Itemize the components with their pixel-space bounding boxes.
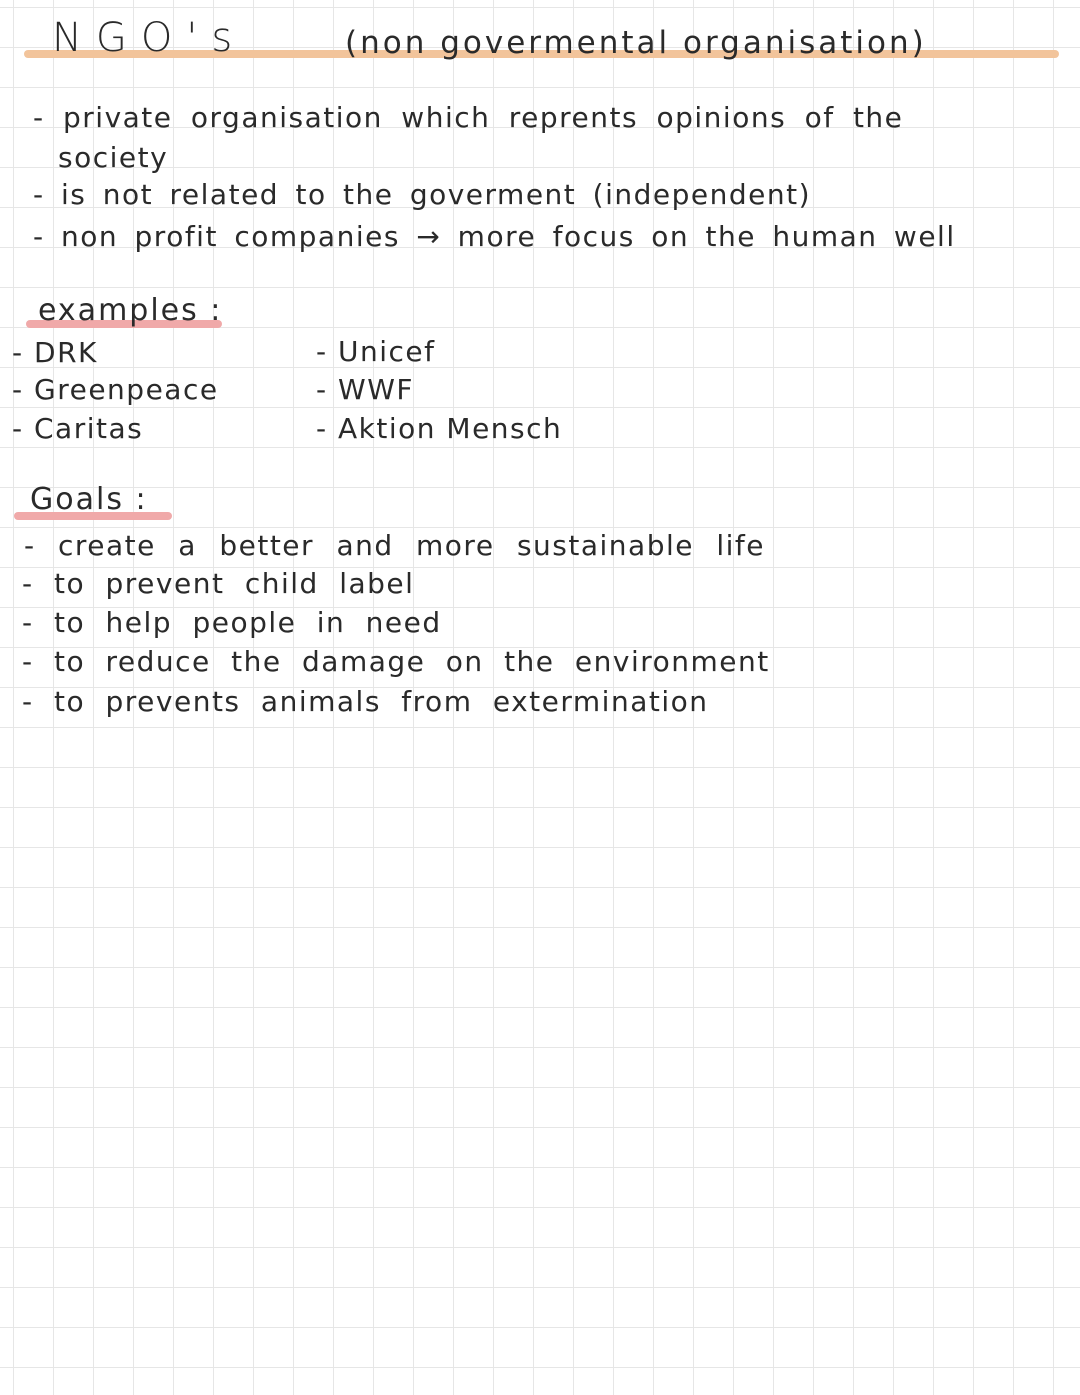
example-left-3: - Caritas (12, 412, 144, 445)
goal-item-4: - to reduce the damage on the environment (22, 645, 770, 678)
goal-item-1: - create a better and more sustainable life (24, 529, 766, 562)
definition-line-1: - private organisation which reprents opinions of the (33, 101, 904, 134)
example-right-3: - Aktion Mensch (316, 412, 563, 445)
goal-item-3: - to help people in need (22, 606, 442, 639)
examples-heading: examples : (38, 293, 223, 328)
page-title: NGO's (52, 15, 247, 61)
example-left-1: - DRK (12, 336, 98, 369)
example-right-2: - WWF (316, 373, 414, 406)
definition-line-2: society (58, 141, 169, 174)
definition-line-3: - is not related to the goverment (independent) (33, 178, 812, 211)
page-subtitle: (non govermental organisation) (345, 25, 927, 61)
goal-item-5: - to prevents animals from extermination (22, 685, 709, 718)
definition-line-4: - non profit companies → more focus on the human well (33, 220, 956, 253)
example-left-2: - Greenpeace (12, 373, 219, 406)
example-right-1: - Unicef (316, 335, 436, 368)
goal-item-2: - to prevent child label (22, 567, 415, 600)
goals-heading: Goals : (30, 482, 148, 517)
